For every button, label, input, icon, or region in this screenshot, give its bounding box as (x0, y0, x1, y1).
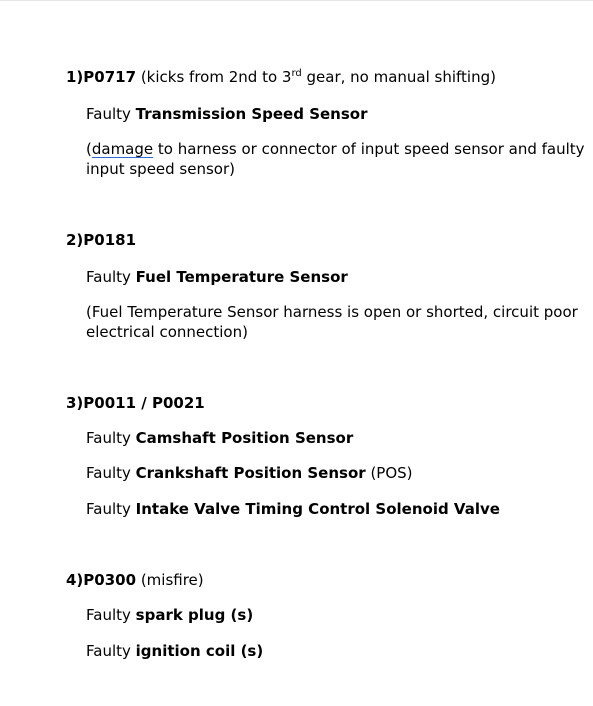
dtc-code: P0717 (83, 68, 137, 86)
fault-item: Faulty Intake Valve Timing Control Solenoid Valve (86, 500, 500, 518)
fault-detail: (damage to harness or connector of input speed sensor and faulty input speed sensor) (86, 140, 585, 178)
dtc-code: P0300 (83, 571, 137, 589)
dtc-code: P0181 (83, 231, 137, 249)
section-number: 3) (66, 394, 84, 412)
fault-item: Faulty Crankshaft Position Sensor (POS) (86, 464, 413, 482)
section-1-heading (66, 67, 496, 87)
fault-item: Faulty Camshaft Position Sensor (86, 429, 354, 447)
fault-item: Faulty Transmission Speed Sensor (86, 105, 368, 123)
component-name: Transmission Speed Sensor (135, 105, 368, 123)
page-top-border (0, 0, 593, 1)
spellcheck-underlined-word[interactable]: damage (91, 140, 154, 158)
symptom-note: (kicks from 2nd to 3rd gear, no manual shifting) (140, 68, 496, 86)
fault-item: Faulty spark plug (s) (86, 606, 254, 624)
section-4-heading (66, 570, 204, 590)
section-number: 1) (66, 68, 84, 86)
fault-item: Faulty Fuel Temperature Sensor (86, 268, 348, 286)
component-name: Crankshaft Position Sensor (135, 464, 366, 482)
component-name: Camshaft Position Sensor (135, 429, 354, 447)
component-name: spark plug (s) (135, 606, 254, 624)
section-number: 2) (66, 231, 84, 249)
component-name: Intake Valve Timing Control Solenoid Valve (135, 500, 500, 518)
fault-detail: (Fuel Temperature Sensor harness is open or shorted, circuit poor electrical connection) (86, 303, 578, 341)
component-name: Fuel Temperature Sensor (135, 268, 348, 286)
section-2-heading (66, 230, 136, 250)
dtc-code: P0011 / P0021 (83, 394, 205, 412)
section-3-heading (66, 393, 205, 413)
fault-item: Faulty ignition coil (s) (86, 642, 264, 660)
section-number: 4) (66, 571, 84, 589)
component-name: ignition coil (s) (135, 642, 264, 660)
symptom-note: (misfire) (136, 571, 204, 589)
